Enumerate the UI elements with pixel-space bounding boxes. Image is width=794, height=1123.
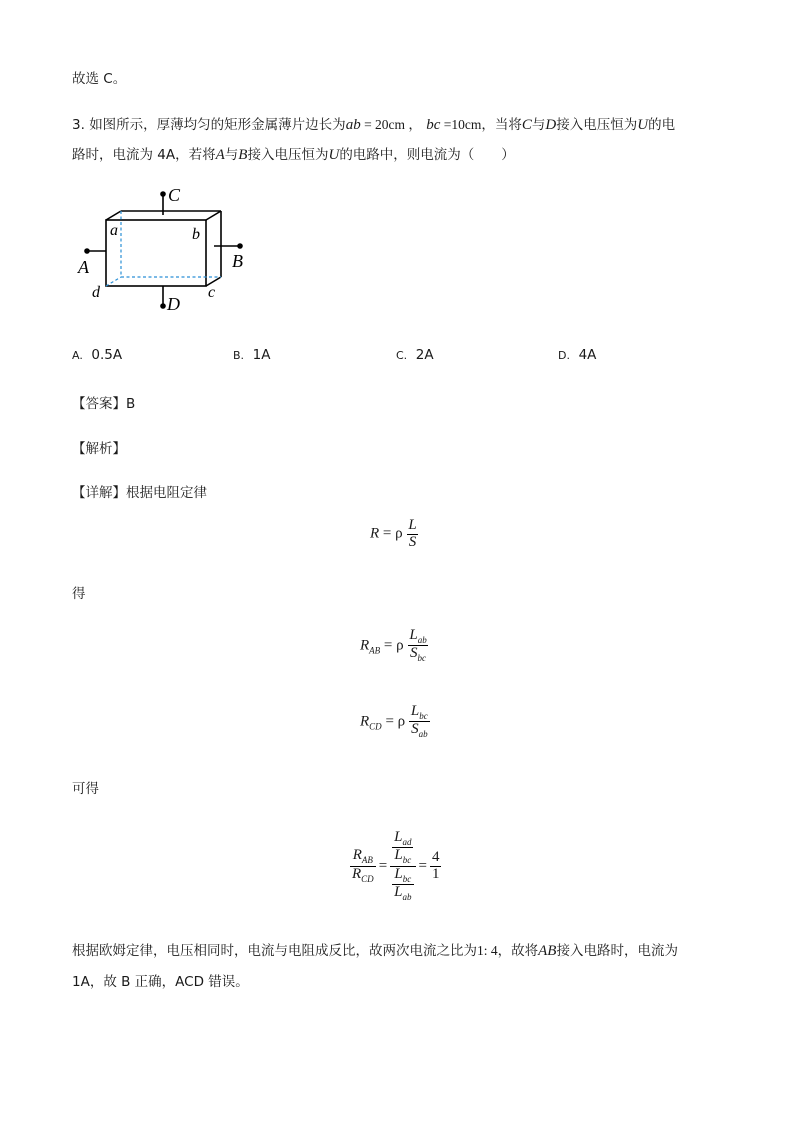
de-text: 得 bbox=[72, 586, 86, 602]
label-A: A bbox=[78, 257, 89, 277]
question-line-1: 3. 如图所示，厚薄均匀的矩形金属薄片边长为ab = 20cm ， bc =10cm，当将C与D接入电压恒为U的电 bbox=[72, 117, 676, 133]
label-D: D bbox=[167, 294, 180, 314]
conclusion-line-1: 根据欧姆定律，电压相同时，电流与电阻成反比，故两次电流之比为1: 4，故将AB接入电路时，电流为 bbox=[72, 943, 678, 959]
terminal-c-dot bbox=[160, 191, 166, 197]
terminal-d-dot bbox=[160, 303, 166, 309]
option-c: C. 2A bbox=[396, 347, 434, 363]
corner-c: c bbox=[208, 284, 216, 301]
option-d: D. 4A bbox=[558, 347, 597, 363]
intro-line: 故选 C。 bbox=[72, 71, 127, 87]
sheet-top-edge-left bbox=[106, 211, 121, 220]
terminal-a-dot bbox=[84, 248, 90, 254]
question-number: 3. bbox=[72, 117, 85, 133]
equation-rcd: $R_{CD} = \rho$ $\frac{L_{bc}}{S_{ab}}$ bbox=[360, 703, 428, 740]
answer-tag: 【答案】B bbox=[72, 396, 136, 412]
conclusion-line-2: 1A，故 B 正确，ACD 错误。 bbox=[72, 974, 249, 990]
analysis-tag: 【解析】 bbox=[72, 441, 126, 457]
label-B: B bbox=[232, 251, 243, 271]
question-line-2: 路时，电流为 4A，若将A与B接入电压恒为U的电路中，则电流为（ ） bbox=[72, 147, 515, 163]
hidden-edge-diagonal bbox=[106, 277, 121, 286]
terminal-b-dot bbox=[237, 243, 243, 249]
option-a: A. 0.5A bbox=[72, 347, 123, 363]
corner-a: a bbox=[110, 222, 118, 239]
corner-d: d bbox=[92, 284, 100, 301]
option-b: B. 1A bbox=[233, 347, 271, 363]
equation-ratio: $\frac{R_{AB}}{R_{CD}}$ = $\frac{\frac{L_{ad}}{L_{bc}}}{\frac{L_{bc}}{L_{ab}}}$ = $\frac{4}{1}$ bbox=[352, 828, 440, 902]
equation-resistance-law: R = ρ $\frac{L}{S}$ bbox=[370, 517, 417, 550]
kede-text: 可得 bbox=[72, 781, 99, 797]
equation-rab: $R_{AB} = \rho$ $\frac{L_{ab}}{S_{bc}}$ bbox=[360, 627, 427, 664]
label-C: C bbox=[168, 185, 181, 205]
sheet-top-edge-right bbox=[206, 211, 221, 220]
corner-b: b bbox=[192, 226, 200, 243]
detail-tag: 【详解】根据电阻定律 bbox=[72, 485, 207, 501]
metal-sheet-diagram bbox=[70, 180, 260, 315]
